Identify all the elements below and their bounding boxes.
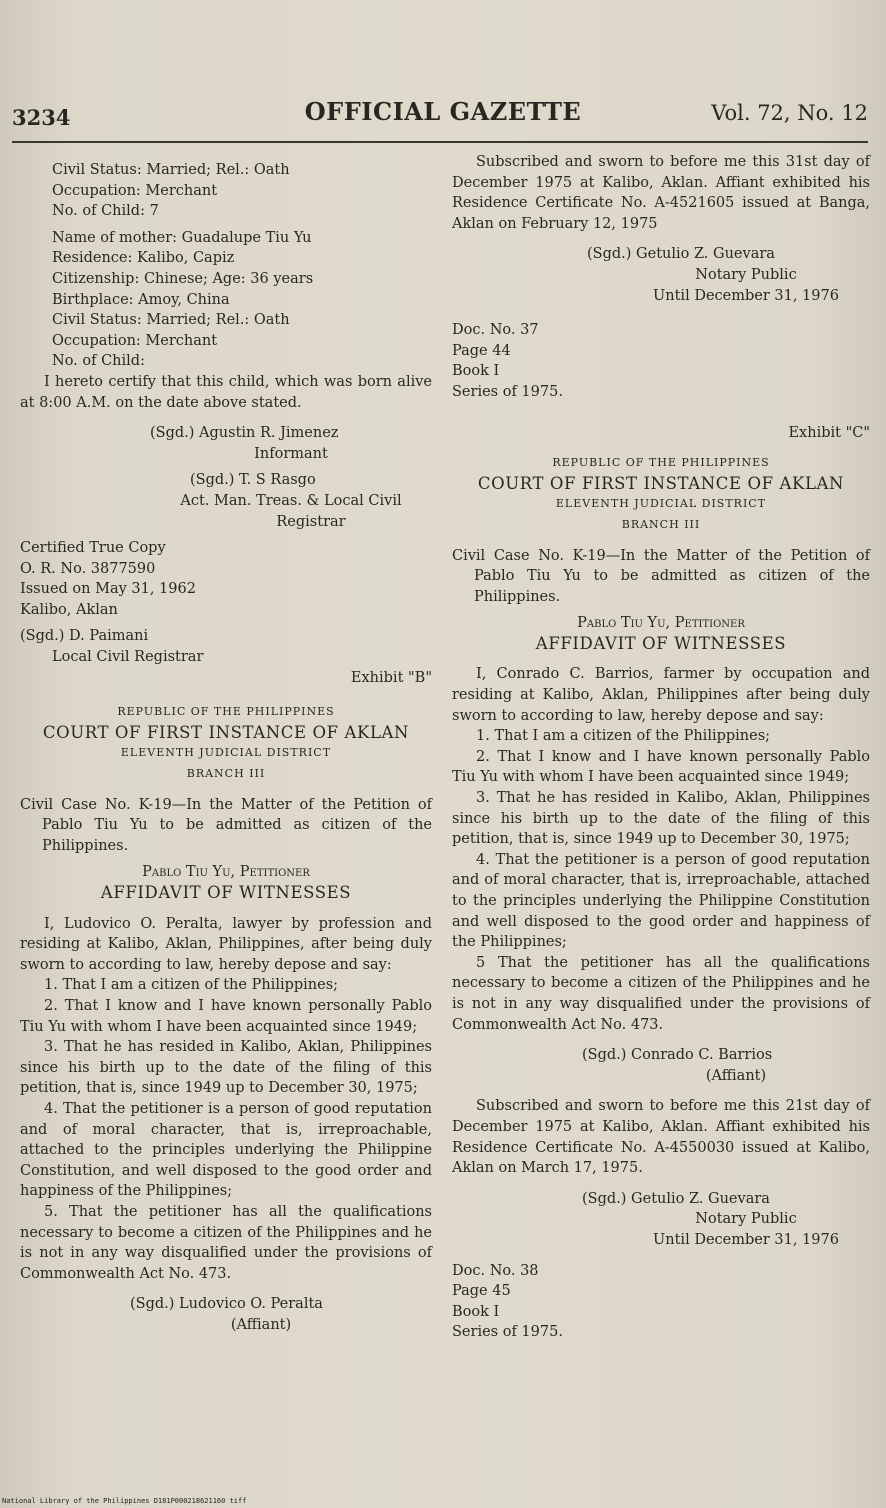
subscription-text: Subscribed and sworn to before me this 21st day of December 1975 at Kalibo, Aklan. Affiant exhibited his Residence Certificate No. A-4550030 issued at Kalibo, Aklan on March 17, 1975.: [452, 1098, 870, 1177]
copy-line: Certified True Copy: [20, 540, 166, 557]
detail-line: Occupation: Merchant: [52, 332, 218, 349]
affidavit-item: 2. That I know and I have known personally Pablo Tiu Yu with whom I have been acquainted since 1949;: [20, 997, 432, 1035]
doc-reference: [452, 320, 870, 402]
petitioner-line: Pablo Tiu Yu, Petitioner: [577, 615, 745, 632]
detail-line: No. of Child: 7: [52, 203, 159, 220]
detail-line: Citizenship: Chinese; Age: 36 years: [52, 270, 314, 287]
affidavit-item: 3. That he has resided in Kalibo, Aklan, Philippines since his birth up to the date of the filing of this petition, that is, since 1949 up to December 30, 1975;: [452, 790, 870, 848]
registrar-signature: (Sgd.) T. S Rasgo: [190, 472, 316, 489]
page-number: 3234: [12, 105, 71, 130]
page-header: [0, 93, 886, 133]
registrar-role: Act. Man. Treas. & Local Civil: [180, 492, 402, 509]
affidavit-item: 4. That the petitioner is a person of good reputation and of moral character, that is, irreproachable, attached to the principles underlying the Philippine Constitution and well disposed to the good order and happiness of the Philippines;: [452, 851, 870, 951]
affidavit-item: 5. That the petitioner has all the qualifications necessary to become a citizen of the Philippines and he is not in any way disqualified under the provisions of Commonwealth Act No. 473.: [20, 1203, 432, 1282]
affidavit-intro: I, Conrado C. Barrios, farmer by occupation and residing at Kalibo, Aklan, Philippines after being duly sworn to according to law, hereby depose and say:: [452, 666, 870, 724]
doc-line: Page 45: [452, 1283, 511, 1300]
branch-heading: BRANCH III: [621, 517, 701, 531]
informant-signature: (Sgd.) Agustin R. Jimenez: [150, 425, 339, 442]
certification-text: I hereto certify that this child, which was born alive at 8:00 A.M. on the date above stated.: [20, 373, 432, 411]
case-caption: Civil Case No. K-19—In the Matter of the Petition of Pablo Tiu Yu to be admitted as citizen of the Philippines.: [20, 796, 432, 854]
doc-line: Doc. No. 37: [452, 322, 539, 339]
informant-role: Informant: [254, 445, 328, 462]
copy-line: Issued on May 31, 1962: [20, 581, 196, 598]
header-rule: [12, 141, 868, 143]
mother-details: [20, 228, 432, 372]
doc-reference: [452, 1261, 870, 1343]
left-column: [20, 160, 432, 1335]
affidavit-item: 5 That the petitioner has all the qualifications necessary to become a citizen of the Philippines and he is not in any way disqualified under the provisions of Commonwealth Act No. 473.: [452, 954, 870, 1033]
exhibit-label: Exhibit "C": [788, 424, 870, 441]
affiant-role: (Affiant): [705, 1067, 767, 1084]
detail-line: Civil Status: Married; Rel.: Oath: [52, 312, 290, 329]
publication-title: OFFICIAL GAZETTE: [304, 97, 582, 126]
court-heading: COURT OF FIRST INSTANCE OF AKLAN: [477, 473, 845, 493]
petitioner-line: Pablo Tiu Yu, Petitioner: [142, 864, 310, 881]
scan-footer: National Library of the Philippines D181P000218621160 tiff: [2, 1497, 247, 1505]
detail-line: Birthplace: Amoy, China: [52, 291, 230, 308]
affiant-signature: (Sgd.) Conrado C. Barrios: [582, 1047, 773, 1064]
father-details: [20, 160, 432, 222]
notary-role: Notary Public: [695, 1211, 797, 1228]
volume-number: Vol. 72, No. 12: [711, 101, 868, 125]
detail-line: Civil Status: Married; Rel.: Oath: [52, 162, 290, 178]
detail-line: Occupation: Merchant: [52, 182, 218, 199]
copy-details: [20, 538, 432, 620]
affidavit-intro: I, Ludovico O. Peralta, lawyer by profession and residing at Kalibo, Aklan, Philippines, after being duly sworn to according to law, hereby depose and say:: [20, 915, 432, 973]
affidavit-title: AFFIDAVIT OF WITNESSES: [535, 633, 787, 653]
affidavit-item: 1. That I am a citizen of the Philippines;: [476, 728, 771, 745]
court-heading: COURT OF FIRST INSTANCE OF AKLAN: [42, 722, 410, 742]
doc-line: Book I: [452, 1303, 500, 1320]
republic-heading: REPUBLIC OF THE PHILIPPINES: [117, 705, 335, 719]
detail-line: Name of mother: Guadalupe Tiu Yu: [52, 229, 312, 246]
doc-line: Book I: [452, 363, 500, 380]
lcr-role: Local Civil Registrar: [52, 649, 204, 666]
affidavit-item: 3. That he has resided in Kalibo, Aklan, Philippines since his birth up to the date of the filing of this petition, that is, since 1949 up to December 30, 1975;: [20, 1039, 432, 1097]
notary-commission: Until December 31, 1976: [653, 1231, 839, 1248]
registrar-role-cont: Registrar: [276, 513, 346, 530]
affiant-role: (Affiant): [230, 1316, 292, 1333]
notary-commission: Until December 31, 1976: [653, 287, 839, 304]
affidavit-title: AFFIDAVIT OF WITNESSES: [100, 883, 352, 902]
affiant-signature: (Sgd.) Ludovico O. Peralta: [130, 1296, 323, 1313]
doc-line: Series of 1975.: [452, 1324, 563, 1341]
branch-heading: BRANCH III: [186, 767, 266, 781]
notary-role: Notary Public: [695, 266, 797, 283]
case-caption: Civil Case No. K-19—In the Matter of the Petition of Pablo Tiu Yu to be admitted as citizen of the Philippines.: [452, 547, 870, 605]
doc-line: Doc. No. 38: [452, 1262, 539, 1279]
detail-line: No. of Child:: [52, 353, 145, 370]
copy-line: Kalibo, Aklan: [20, 601, 118, 618]
doc-line: Page 44: [452, 342, 511, 359]
notary-signature: (Sgd.) Getulio Z. Guevara: [582, 1190, 770, 1207]
exhibit-label: Exhibit "B": [350, 669, 432, 686]
detail-line: Residence: Kalibo, Capiz: [52, 250, 235, 267]
affidavit-item: 4. That the petitioner is a person of good reputation and of moral character, that is, irreproachable, attached to the principles underlying the Philippine Constitution, and well disposed to the good order and happiness of the Philippines;: [20, 1100, 432, 1200]
subscription-text: Subscribed and sworn to before me this 31st day of December 1975 at Kalibo, Aklan. Affiant exhibited his Residence Certificate No. A-4521605 issued at Banga, Aklan on February 12, 1975: [452, 154, 870, 232]
doc-line: Series of 1975.: [452, 383, 563, 400]
notary-signature: (Sgd.) Getulio Z. Guevara: [587, 246, 775, 263]
lcr-signature: (Sgd.) D. Paimani: [20, 628, 149, 645]
right-column: [452, 152, 870, 1343]
copy-line: O. R. No. 3877590: [20, 560, 156, 577]
affidavit-item: 2. That I know and I have known personally Pablo Tiu Yu with whom I have been acquainted since 1949;: [452, 748, 870, 786]
district-heading: ELEVENTH JUDICIAL DISTRICT: [120, 746, 332, 760]
affidavit-item: 1. That I am a citizen of the Philippines;: [44, 977, 339, 994]
district-heading: ELEVENTH JUDICIAL DISTRICT: [555, 497, 767, 511]
republic-heading: REPUBLIC OF THE PHILIPPINES: [552, 456, 770, 470]
